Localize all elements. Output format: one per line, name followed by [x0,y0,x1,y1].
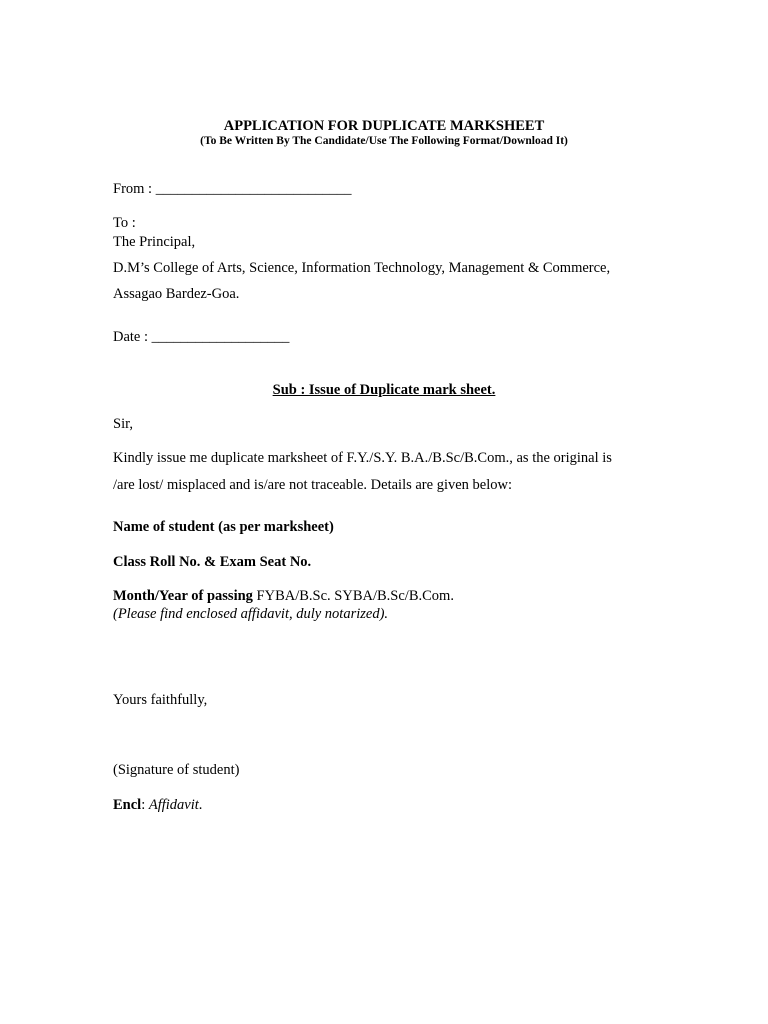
document-subtitle: (To Be Written By The Candidate/Use The Following Format/Download It) [200,135,568,147]
enclosure-label: Encl [113,797,142,813]
passing-label: Month/Year of passing [113,588,253,604]
address-line: Assagao Bardez-Goa. [113,286,240,302]
passing-value: FYBA/B.Sc. SYBA/B.Sc/B.Com. [252,588,454,604]
document-title: APPLICATION FOR DUPLICATE MARKSHEET [223,118,545,134]
body-line-1: Kindly issue me duplicate marksheet of F.Y./S.Y. B.A./B.Sc/B.Com., as the original is [113,450,612,466]
signature-line: (Signature of student) [113,762,240,778]
enclosure-line [113,796,202,814]
student-name-label: Name of student (as per marksheet) [113,519,334,535]
enclosure-end: . [198,797,203,813]
body-line-2: /are lost/ misplaced and is/are not traceable. Details are given below: [113,477,512,493]
enclosure-value: Affidavit [148,797,199,813]
date-line: Date : ___________________ [113,329,290,345]
college-line: D.M’s College of Arts, Science, Information Technology, Management & Commerce, [113,260,611,276]
subject-text: Sub : Issue of Duplicate mark sheet. [272,382,496,398]
from-line: From : ___________________________ [113,181,352,197]
recipient-line: The Principal, [113,234,196,250]
enclosure-separator: : [141,797,149,813]
affidavit-note: (Please find enclosed affidavit, duly notarized). [113,606,389,622]
salutation: Sir, [113,416,133,432]
subject-line [0,381,768,399]
passing-line [113,587,454,605]
roll-seat-label: Class Roll No. & Exam Seat No. [113,554,312,570]
to-label: To : [113,215,136,231]
closing-line: Yours faithfully, [113,692,208,708]
